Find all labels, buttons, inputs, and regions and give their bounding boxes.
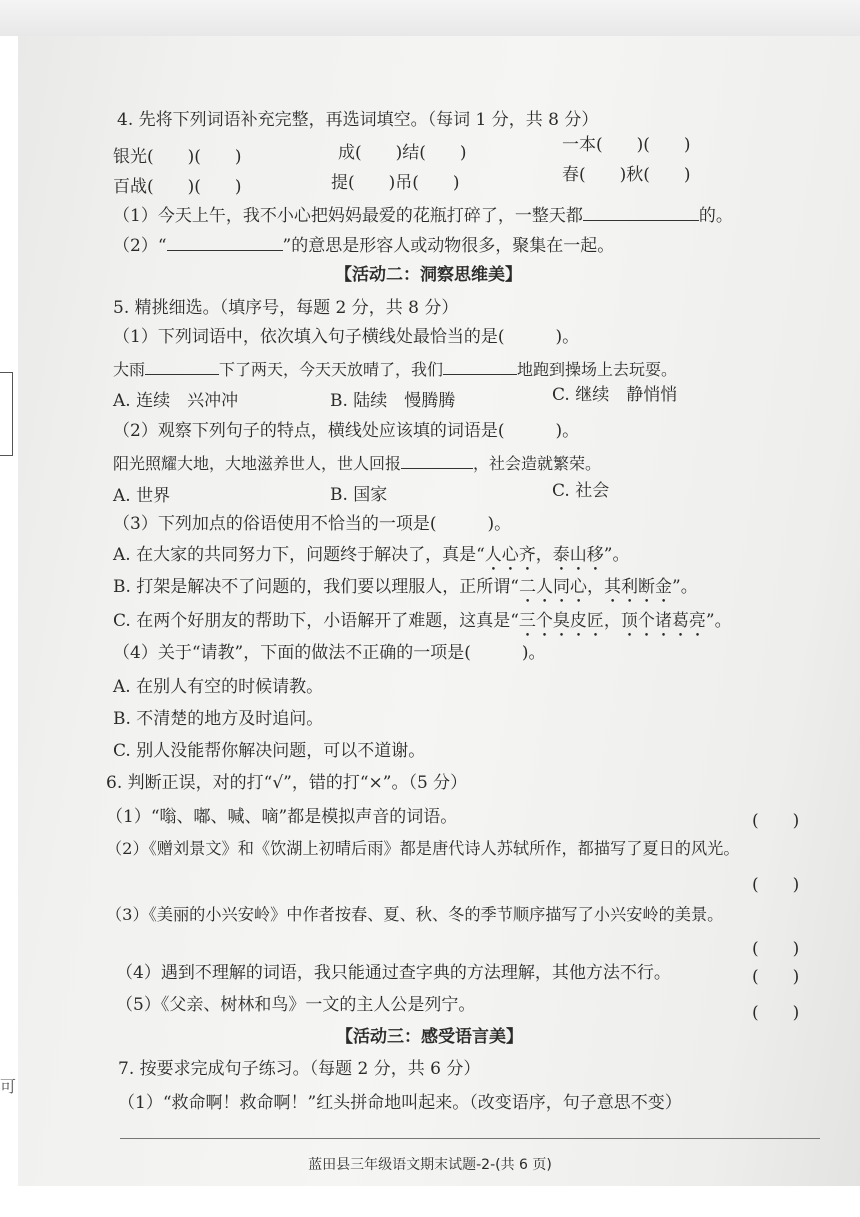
q6-item-3: （3）《美丽的小兴安岭》中作者按春、夏、秋、冬的季节顺序描写了小兴安岭的美景。 bbox=[106, 905, 724, 924]
q5-1-option-a: A. 连续 兴冲冲 bbox=[113, 391, 239, 411]
left-margin-box bbox=[0, 372, 13, 456]
activity-2-heading: 【活动二：洞察思维美】 bbox=[335, 265, 522, 285]
photo-background-bottom bbox=[0, 1186, 860, 1217]
q4-sentence-1 bbox=[113, 204, 733, 227]
q5-4-stem: （4）关于“请教”，下面的做法不正确的一项是( )。 bbox=[113, 643, 546, 663]
q5-4-option-a: A. 在别人有空的时候请教。 bbox=[113, 677, 324, 697]
q5-3-b-text: B. 打架是解决不了问题的，我们要以理服人，正所谓“ bbox=[113, 577, 519, 597]
q5-1-blank-2[interactable] bbox=[443, 358, 517, 375]
q5-1-stem: （1）下列词语中，依次填入句子横线处最恰当的是( )。 bbox=[113, 327, 580, 347]
q6-answer-5[interactable]: ( ) bbox=[752, 1003, 800, 1023]
left-margin-character: 可 bbox=[0, 1077, 17, 1096]
q5-1-sentence bbox=[113, 358, 677, 381]
page-footer: 蓝田县三年级语文期末试题-2-(共 6 页) bbox=[308, 1157, 552, 1173]
q4-blank-1[interactable] bbox=[583, 204, 699, 221]
q5-2-blank[interactable] bbox=[401, 452, 473, 469]
q4-sentence-2 bbox=[113, 234, 614, 257]
q5-3-a-end: ”。 bbox=[603, 545, 630, 565]
q5-4-option-b: B. 不清楚的地方及时追问。 bbox=[113, 709, 324, 729]
q6-item-4: （4）遇到不理解的词语，我只能通过查字典的方法理解，其他方法不行。 bbox=[116, 963, 671, 983]
q5-3-b-proverb: 二人同心，其利断金 bbox=[519, 577, 672, 597]
q4-word-5: 提( )吊( ) bbox=[331, 173, 460, 193]
q4-word-2: 成( )结( ) bbox=[338, 143, 467, 163]
footer-rule bbox=[120, 1138, 820, 1139]
q4-word-4: 百战( )( ) bbox=[113, 177, 242, 197]
q5-title: 5. 精挑细选。（填序号，每题 2 分，共 8 分） bbox=[113, 298, 459, 318]
q5-1-option-b: B. 陆续 慢腾腾 bbox=[330, 391, 456, 411]
q7-1-stem: （1）“救命啊！救命啊！”红头拼命地叫起来。（改变语序，句子意思不变） bbox=[118, 1093, 682, 1113]
q5-1-sentence-a: 大雨 bbox=[113, 360, 146, 379]
q5-2-sentence-a: 阳光照耀大地，大地滋养世人，世人回报 bbox=[113, 454, 402, 473]
q4-blank-2[interactable] bbox=[167, 234, 283, 251]
q5-3-option-b bbox=[113, 576, 698, 607]
q5-2-sentence bbox=[113, 452, 601, 475]
q6-title: 6. 判断正误，对的打“√”，错的打“×”。（5 分） bbox=[106, 773, 468, 793]
q5-1-sentence-b: 下了两天，今天天放晴了，我们 bbox=[219, 360, 444, 379]
q5-3-option-a bbox=[113, 544, 629, 575]
q4-word-3: 一本( )( ) bbox=[562, 135, 691, 155]
q6-answer-1[interactable]: ( ) bbox=[752, 811, 800, 831]
q4-word-6: 春( )秋( ) bbox=[562, 165, 691, 185]
q5-3-c-proverb: 三个臭皮匠，顶个诸葛亮 bbox=[518, 611, 706, 631]
q5-2-option-a: A. 世界 bbox=[113, 486, 171, 506]
q5-3-a-proverb: 人心齐，泰山移 bbox=[484, 545, 604, 565]
q5-1-option-c: C. 继续 静悄悄 bbox=[552, 385, 678, 405]
q6-item-1: （1）“嗡、嘟、喊、嘀”都是模拟声音的词语。 bbox=[106, 807, 458, 827]
q6-answer-3[interactable]: ( ) bbox=[752, 939, 800, 959]
q4-sentence-2-start: （2）“ bbox=[113, 236, 167, 256]
q5-3-option-c bbox=[113, 610, 732, 641]
q5-1-blank-1[interactable] bbox=[145, 358, 219, 375]
q5-2-sentence-b: ，社会造就繁荣。 bbox=[473, 454, 602, 473]
q4-sentence-1-text: （1）今天上午，我不小心把妈妈最爱的花瓶打碎了，一整天都 bbox=[113, 206, 583, 226]
q5-2-option-b: B. 国家 bbox=[330, 485, 388, 505]
q4-word-1: 银光( )( ) bbox=[113, 147, 242, 167]
photo-background-top bbox=[0, 0, 860, 36]
q5-3-c-text: C. 在两个好朋友的帮助下，小语解开了难题，这真是“ bbox=[113, 611, 519, 631]
q5-1-sentence-c: 地跑到操场上去玩耍。 bbox=[517, 360, 678, 379]
q4-sentence-1-end: 的。 bbox=[698, 206, 733, 226]
q5-3-stem: （3）下列加点的俗语使用不恰当的一项是( )。 bbox=[113, 514, 512, 534]
q5-2-option-c: C. 社会 bbox=[552, 481, 610, 501]
q5-3-b-end: ”。 bbox=[672, 577, 698, 597]
q5-2-stem: （2）观察下列句子的特点，横线处应该填的词语是( )。 bbox=[113, 421, 580, 441]
q6-item-5: （5）《父亲、树林和鸟》一文的主人公是列宁。 bbox=[116, 995, 476, 1015]
activity-3-heading: 【活动三：感受语言美】 bbox=[336, 1027, 523, 1047]
q5-3-a-text: A. 在大家的共同努力下，问题终于解决了，真是“ bbox=[113, 545, 485, 565]
q6-answer-4[interactable]: ( ) bbox=[752, 967, 800, 987]
q6-item-2: （2）《赠刘景文》和《饮湖上初晴后雨》都是唐代诗人苏轼所作，都描写了夏日的风光。 bbox=[106, 839, 740, 858]
q6-answer-2[interactable]: ( ) bbox=[752, 875, 800, 895]
q4-sentence-2-text: ”的意思是形容人或动物很多，聚集在一起。 bbox=[282, 236, 615, 256]
q5-4-option-c: C. 别人没能帮你解决问题，可以不道谢。 bbox=[113, 741, 426, 761]
q7-title: 7. 按要求完成句子练习。（每题 2 分，共 6 分） bbox=[118, 1059, 481, 1079]
q4-title: 4. 先将下列词语补充完整，再选词填空。（每词 1 分，共 8 分） bbox=[117, 110, 599, 130]
q5-3-c-end: ”。 bbox=[705, 611, 732, 631]
